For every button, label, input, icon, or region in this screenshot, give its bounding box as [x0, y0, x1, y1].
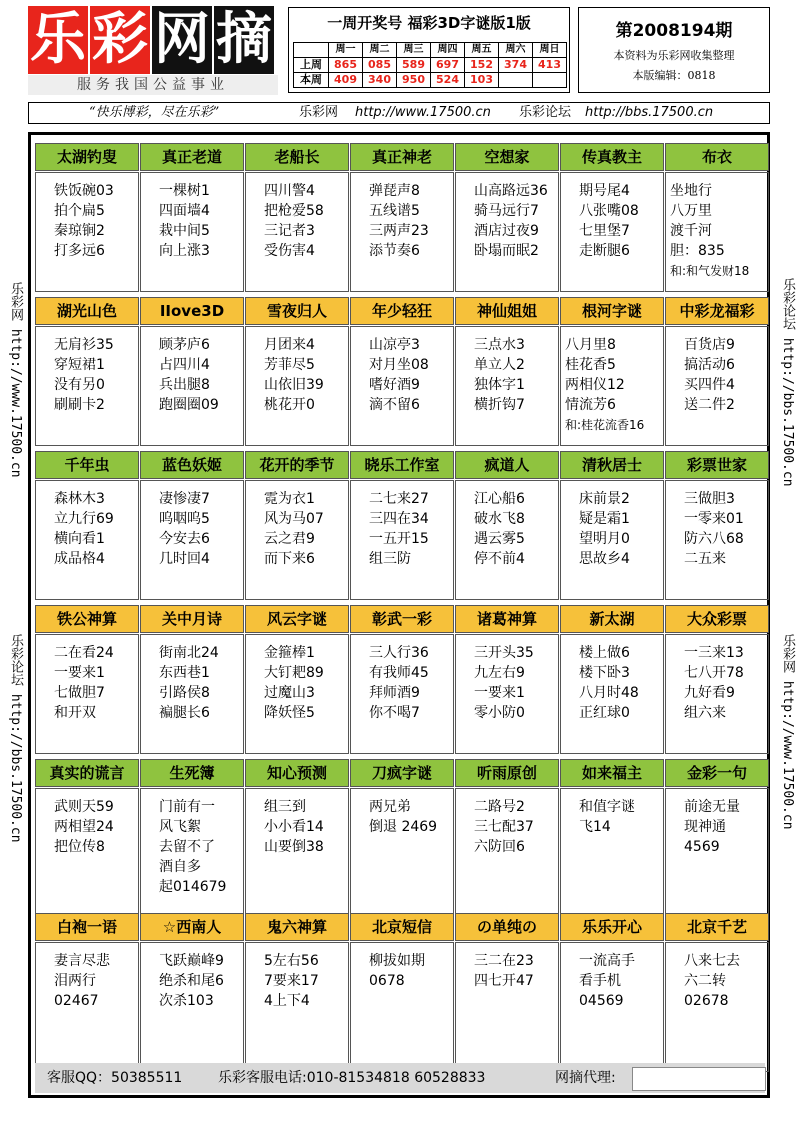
cell-line: 酒自多: [159, 859, 201, 875]
cell-body: [665, 942, 769, 1072]
cell-line: 金箍棒1: [264, 645, 315, 661]
cell-line: 风飞絮: [159, 819, 201, 835]
cell-title: ☆西南人: [140, 913, 244, 941]
cell-title: 神仙姐姐: [455, 297, 559, 325]
cell-body: [350, 942, 454, 1072]
site-link[interactable]: http://www.17500.cn: [355, 105, 491, 120]
cell-line: 单立人2: [474, 357, 525, 373]
cell-title: 雪夜归人: [245, 297, 349, 325]
cell-title: 湖光山色: [35, 297, 139, 325]
cell-title: 大众彩票: [665, 605, 769, 633]
cell-body: [455, 172, 559, 292]
cell-title: 诸葛神算: [455, 605, 559, 633]
cell-title: 疯道人: [455, 451, 559, 479]
cell-line: 横向看1: [54, 531, 105, 547]
cell-line: 打多远6: [54, 243, 105, 259]
cell-line: 疑是霜1: [579, 511, 630, 527]
side-text-left-top: 乐彩网 http://www.17500.cn: [8, 282, 23, 478]
cell-line: 情流芳6: [565, 397, 616, 413]
cell-title: 听雨原创: [455, 759, 559, 787]
cell-line: 一流高手: [579, 953, 635, 969]
cell-body: [140, 326, 244, 446]
cell-title: 风云字谜: [245, 605, 349, 633]
cell-line: 02467: [54, 993, 99, 1009]
cell-line: 三二在23: [474, 953, 534, 969]
cell-body: [35, 634, 139, 754]
cell-body: [140, 788, 244, 928]
cell-line: 成品格4: [54, 551, 105, 567]
cell-line: 月团来4: [264, 337, 315, 353]
cell-line: 起014679: [159, 879, 227, 895]
day-header: 周一: [329, 43, 363, 58]
day-header: 周三: [397, 43, 431, 58]
cell-line: 芳菲尽5: [264, 357, 315, 373]
cell-line: 坐地行: [670, 183, 712, 199]
cell-title: 北京千艺: [665, 913, 769, 941]
cell-body: [560, 942, 664, 1072]
cell-line: 7要来17: [264, 973, 319, 989]
cell-line: 正红球0: [579, 705, 630, 721]
site-logo: [28, 6, 278, 74]
cell-line: 三四在34: [369, 511, 429, 527]
cell-body: [245, 634, 349, 754]
cell-body: [245, 942, 349, 1072]
cell-line: 桃花开0: [264, 397, 315, 413]
cell-title: 关中月诗: [140, 605, 244, 633]
cell-line: 把位传8: [54, 839, 105, 855]
day-header: 周四: [431, 43, 465, 58]
agent-label: 网摘代理:: [555, 1070, 616, 1086]
cell-line: 送二件2: [684, 397, 735, 413]
cell-line: 零小防0: [474, 705, 525, 721]
draw-number: 524: [431, 73, 465, 88]
day-header: 周日: [533, 43, 567, 58]
cell-line: 滴不留6: [369, 397, 420, 413]
cell-title: 老船长: [245, 143, 349, 171]
cell-line: 望明月0: [579, 531, 630, 547]
cell-body: [245, 480, 349, 600]
draw-number: [499, 73, 533, 88]
cell-line: 前途无量: [684, 799, 740, 815]
cell-body: [350, 326, 454, 446]
cell-body: [665, 172, 769, 292]
cell-line: 五线谱5: [369, 203, 420, 219]
cell-line: 刷刷卡2: [54, 397, 105, 413]
cell-line: 搞活动6: [684, 357, 735, 373]
cell-body: [560, 326, 664, 446]
cell-line: 走断腿6: [579, 243, 630, 259]
draw-number: 103: [465, 73, 499, 88]
cell-line: 八万里: [670, 203, 712, 219]
cell-line: 凄惨凄7: [159, 491, 210, 507]
cell-line: 云之君9: [264, 531, 315, 547]
cell-line: 组六来: [684, 705, 726, 721]
cell-title: 中彩龙福彩: [665, 297, 769, 325]
service-phone: 乐彩客服电话:010-81534818 60528833: [218, 1070, 486, 1086]
cell-line: 思故乡4: [579, 551, 630, 567]
cell-title: 金彩一句: [665, 759, 769, 787]
cell-line: 渡千河: [670, 223, 712, 239]
cell-body: [350, 172, 454, 292]
cell-line: 遇云雾5: [474, 531, 525, 547]
agent-input[interactable]: [632, 1067, 766, 1091]
draw-number: 865: [329, 58, 363, 73]
cell-line: 骑马远行7: [474, 203, 539, 219]
cell-line: 二七来27: [369, 491, 429, 507]
cell-line: 妻言尽悲: [54, 953, 110, 969]
cell-line: 铁饭碗03: [54, 183, 114, 199]
cell-title: 清秋居士: [560, 451, 664, 479]
cell-line: 有我师45: [369, 665, 429, 681]
cell-line: 山要倒38: [264, 839, 324, 855]
cell-line: 飞14: [579, 819, 611, 835]
cell-line: 组三防: [369, 551, 411, 567]
row-label: 本周: [294, 73, 329, 88]
cell-line: 组三到: [264, 799, 306, 815]
cell-line: 今安去6: [159, 531, 210, 547]
cell-line: 绝杀和尾6: [159, 973, 224, 989]
cell-line: 四川警4: [264, 183, 315, 199]
cell-line: 你不喝7: [369, 705, 420, 721]
cell-line: 停不前4: [474, 551, 525, 567]
cell-line: 一棵树1: [159, 183, 210, 199]
cell-line: 和:桂花流香16: [565, 418, 645, 432]
cell-line: 一要来1: [474, 685, 525, 701]
cell-line: 过魔山3: [264, 685, 315, 701]
cell-title: 白袍一语: [35, 913, 139, 941]
cell-line: 三人行36: [369, 645, 429, 661]
draw-title: 一周开奖号 福彩3D字谜版1版: [327, 14, 531, 32]
cell-line: 倒退 2469: [369, 819, 438, 835]
cell-title: 新太湖: [560, 605, 664, 633]
cell-body: [665, 480, 769, 600]
cell-title: 千年虫: [35, 451, 139, 479]
draw-row-last-week: [294, 58, 567, 73]
cell-line: 受伤害4: [264, 243, 315, 259]
cell-line: 对月坐08: [369, 357, 429, 373]
cell-line: 大钉耙89: [264, 665, 324, 681]
cell-title: 刀疯字谜: [350, 759, 454, 787]
cell-line: 向上涨3: [159, 243, 210, 259]
cell-line: 一五开15: [369, 531, 429, 547]
cell-title: の单纯の: [455, 913, 559, 941]
cell-line: 栽中间5: [159, 223, 210, 239]
cell-line: 引路侯8: [159, 685, 210, 701]
draw-results-box: [288, 7, 570, 93]
cell-line: 三做胆3: [684, 491, 735, 507]
cell-line: 拜师酒9: [369, 685, 420, 701]
cell-title: 真正老道: [140, 143, 244, 171]
cell-line: 防六八68: [684, 531, 744, 547]
tagline-bar: [28, 102, 770, 124]
cell-line: 跑圈圈09: [159, 397, 219, 413]
cell-line: 和值字谜: [579, 799, 635, 815]
cell-line: 现神通: [684, 819, 726, 835]
cell-line: 次杀103: [159, 993, 214, 1009]
draw-number: 589: [397, 58, 431, 73]
cell-line: 立九行69: [54, 511, 114, 527]
cell-title: 布衣: [665, 143, 769, 171]
cell-line: 两相仪12: [565, 377, 625, 393]
cell-line: 飞跃巅峰9: [159, 953, 224, 969]
cell-title: 年少轻狂: [350, 297, 454, 325]
cell-line: 山依旧39: [264, 377, 324, 393]
cell-body: [140, 480, 244, 600]
cell-line: 胆：835: [670, 243, 725, 259]
side-text-right-bottom: 乐彩网 http://www.17500.cn: [780, 634, 795, 830]
cell-body: [455, 326, 559, 446]
cell-line: 弹琵声8: [369, 183, 420, 199]
cell-line: 几时回4: [159, 551, 210, 567]
row-label: 上周: [294, 58, 329, 73]
cell-body: [140, 172, 244, 292]
logo-char: 乐: [30, 7, 86, 72]
cell-title: 鬼六神算: [245, 913, 349, 941]
cell-body: [35, 942, 139, 1072]
cell-line: 江心船6: [474, 491, 525, 507]
cell-line: 街南北24: [159, 645, 219, 661]
cell-line: 楼上做6: [579, 645, 630, 661]
cell-body: [35, 480, 139, 600]
cell-line: 九好看9: [684, 685, 735, 701]
logo-char: 彩: [92, 7, 148, 72]
cell-body: [560, 172, 664, 292]
cell-line: 三七配37: [474, 819, 534, 835]
cell-title: 真正神老: [350, 143, 454, 171]
cell-line: 森林木3: [54, 491, 105, 507]
cell-line: 三点水3: [474, 337, 525, 353]
cell-line: 一要来1: [54, 665, 105, 681]
service-qq: 客服QQ：50385511: [47, 1070, 183, 1086]
cell-line: 褊腿长6: [159, 705, 210, 721]
cell-body: [35, 172, 139, 292]
footer-bar: [35, 1063, 765, 1093]
cell-line: 四七开47: [474, 973, 534, 989]
tagline-quote: “快乐博彩，尽在乐彩”: [89, 105, 220, 120]
cell-line: 呜咽呜5: [159, 511, 210, 527]
cell-line: 桂花香5: [565, 357, 616, 373]
cell-line: 卧塌而眠2: [474, 243, 539, 259]
cell-line: 一零来01: [684, 511, 744, 527]
cell-line: 一三来13: [684, 645, 744, 661]
draw-number: 340: [363, 73, 397, 88]
day-header: 周五: [465, 43, 499, 58]
day-header: 周二: [363, 43, 397, 58]
cell-title: 如来福主: [560, 759, 664, 787]
draw-number: 085: [363, 58, 397, 73]
draw-number: 409: [329, 73, 363, 88]
cell-line: 横折钩7: [474, 397, 525, 413]
cell-line: 无肩衫35: [54, 337, 114, 353]
cell-line: 破水飞8: [474, 511, 525, 527]
slogan: 服务我国公益事业: [28, 75, 278, 95]
cell-line: 期号尾4: [579, 183, 630, 199]
day-header: 周六: [499, 43, 533, 58]
cell-line: 添节奏6: [369, 243, 420, 259]
cell-body: [455, 788, 559, 928]
cell-body: [455, 480, 559, 600]
cell-line: 5左右56: [264, 953, 319, 969]
draw-header-row: [294, 43, 567, 58]
cell-title: 北京短信: [350, 913, 454, 941]
cell-line: 八月里8: [565, 337, 616, 353]
cell-line: 六防回6: [474, 839, 525, 855]
cell-line: 而下来6: [264, 551, 315, 567]
cell-line: 04569: [579, 993, 624, 1009]
cell-body: [455, 634, 559, 754]
cell-line: 顾茅庐6: [159, 337, 210, 353]
cell-line: 嗜好酒9: [369, 377, 420, 393]
cell-line: 柳拔如期: [369, 953, 425, 969]
cell-title: 根河字谜: [560, 297, 664, 325]
cell-line: 和:和气发财18: [670, 264, 750, 278]
cell-line: 秦琼锏2: [54, 223, 105, 239]
draw-table: [293, 42, 567, 88]
draw-number: 697: [431, 58, 465, 73]
cell-line: 泪两行: [54, 973, 96, 989]
cell-line: 酒店过夜9: [474, 223, 539, 239]
cell-line: 楼下卧3: [579, 665, 630, 681]
site-label: 乐彩网: [299, 105, 339, 120]
cell-body: [140, 942, 244, 1072]
cell-body: [665, 634, 769, 754]
cell-line: 门前有一: [159, 799, 215, 815]
side-text-right-top: 乐彩论坛 http://bbs.17500.cn: [780, 278, 795, 487]
cell-title: 太湖钓叟: [35, 143, 139, 171]
cell-line: 八月时48: [579, 685, 639, 701]
cell-title: 乐乐开心: [560, 913, 664, 941]
draw-number: [533, 73, 567, 88]
cell-line: 山凉亭3: [369, 337, 420, 353]
cell-line: 去留不了: [159, 839, 215, 855]
cell-title: 铁公神算: [35, 605, 139, 633]
cell-line: 九左右9: [474, 665, 525, 681]
cell-line: 4569: [684, 839, 720, 855]
cell-body: [350, 634, 454, 754]
cell-title: 生死簿: [140, 759, 244, 787]
logo-char: 网: [154, 7, 210, 72]
issue-editor: 本版编辑：0818: [632, 69, 716, 82]
cell-title: 空想家: [455, 143, 559, 171]
forum-label: 乐彩论坛: [519, 105, 572, 120]
cell-body: [245, 326, 349, 446]
cell-line: 02678: [684, 993, 729, 1009]
cell-line: 买四件4: [684, 377, 735, 393]
cell-body: [140, 634, 244, 754]
draw-number: 152: [465, 58, 499, 73]
cell-line: 八张嘴08: [579, 203, 639, 219]
cell-line: 独体字1: [474, 377, 525, 393]
cell-line: 百货店9: [684, 337, 735, 353]
cell-line: 占四川4: [159, 357, 210, 373]
cell-body: [455, 942, 559, 1072]
cell-line: 两相望24: [54, 819, 114, 835]
cell-title: 真实的谎言: [35, 759, 139, 787]
cell-line: 六二转: [684, 973, 726, 989]
draw-number: 413: [533, 58, 567, 73]
draw-row-this-week: [294, 73, 567, 88]
cell-title: 晓乐工作室: [350, 451, 454, 479]
cell-line: 兵出腿8: [159, 377, 210, 393]
cell-line: 七做胆7: [54, 685, 105, 701]
cell-body: [245, 172, 349, 292]
cell-body: [665, 326, 769, 446]
cell-title: 蓝色妖姬: [140, 451, 244, 479]
cell-line: 0678: [369, 973, 405, 989]
cell-line: 把枪爱58: [264, 203, 324, 219]
cell-title: IIove3D: [140, 297, 244, 325]
cell-title: 彩票世家: [665, 451, 769, 479]
forum-link[interactable]: http://bbs.17500.cn: [585, 105, 714, 120]
cell-title: 传真教主: [560, 143, 664, 171]
cell-line: 七八开78: [684, 665, 744, 681]
cell-body: [560, 634, 664, 754]
cell-line: 三记者3: [264, 223, 315, 239]
cell-line: 山高路远36: [474, 183, 548, 199]
cell-body: [35, 788, 139, 928]
cell-line: 穿短裙1: [54, 357, 105, 373]
cell-line: 拍个扁5: [54, 203, 105, 219]
cell-line: 二五来: [684, 551, 726, 567]
cell-title: 知心预测: [245, 759, 349, 787]
cell-body: [35, 326, 139, 446]
issue-box: [578, 7, 770, 93]
cell-line: 小小看14: [264, 819, 324, 835]
cell-line: 三开头35: [474, 645, 534, 661]
cell-line: 降妖怪5: [264, 705, 315, 721]
cell-line: 看手机: [579, 973, 621, 989]
issue-number: 第2008194期: [615, 21, 733, 41]
cell-line: 霓为衣1: [264, 491, 315, 507]
logo-char: 摘: [216, 7, 272, 72]
cell-line: 风为马07: [264, 511, 324, 527]
cell-title: 彰武一彩: [350, 605, 454, 633]
draw-number: 374: [499, 58, 533, 73]
cell-line: 4上下4: [264, 993, 310, 1009]
cell-line: 东西巷1: [159, 665, 210, 681]
issue-note: 本资料为乐彩网收集整理: [613, 49, 735, 62]
cell-body: [350, 480, 454, 600]
cell-line: 两兄弟: [369, 799, 411, 815]
cell-line: 八来七去: [684, 953, 740, 969]
cell-line: 三两声23: [369, 223, 429, 239]
cell-line: 二在看24: [54, 645, 114, 661]
cell-body: [245, 788, 349, 928]
draw-number: 950: [397, 73, 431, 88]
cell-line: 床前景2: [579, 491, 630, 507]
side-text-left-bottom: 乐彩论坛 http://bbs.17500.cn: [8, 634, 23, 843]
cell-body: [350, 788, 454, 928]
cell-line: 没有另0: [54, 377, 105, 393]
cell-title: 花开的季节: [245, 451, 349, 479]
cell-body: [665, 788, 769, 928]
cell-line: 武则天59: [54, 799, 114, 815]
cell-line: 和开双: [54, 705, 96, 721]
cell-line: 二路号2: [474, 799, 525, 815]
cell-body: [560, 480, 664, 600]
cell-line: 四面墙4: [159, 203, 210, 219]
cell-body: [560, 788, 664, 928]
cell-line: 七里堡7: [579, 223, 630, 239]
